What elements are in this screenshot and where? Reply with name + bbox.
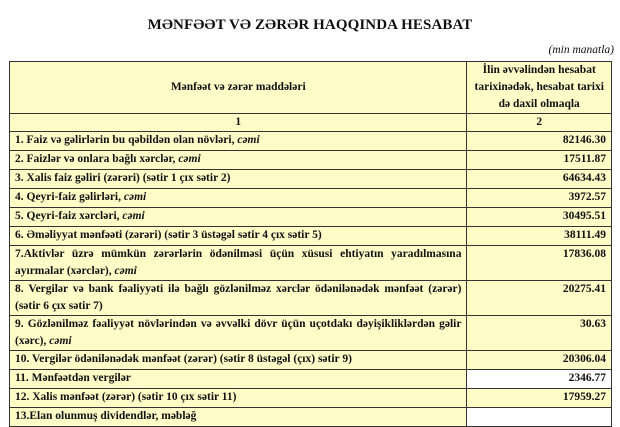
- row-value: 30.63: [467, 316, 612, 351]
- row-label: 7.Aktivlər üzrə mümkün zərərlərin ödənilməsi üçün xüsusi ehtiyatın yaradılmasına ayırmalar (xərclər), cəmi: [10, 246, 467, 281]
- row-label: 12. Xalis mənfəət (zərər) (sətir 10 çıx sətir 11): [10, 389, 467, 408]
- column-number-1: 1: [10, 114, 467, 132]
- table-header-row: [10, 62, 612, 114]
- table-row: [10, 246, 612, 281]
- table-row: [10, 370, 612, 389]
- row-value: 38111.49: [467, 227, 612, 246]
- row-label: 3. Xalis faiz gəliri (zərəri) (sətir 1 çıx sətir 2): [10, 170, 467, 189]
- table-row: [10, 170, 612, 189]
- row-value: 64634.43: [467, 170, 612, 189]
- report-title: MƏNFƏƏT VƏ ZƏRƏR HAQQINDA HESABAT: [147, 17, 473, 33]
- column-header-items: Mənfəət və zərər maddələri: [10, 62, 467, 114]
- table-row: [10, 281, 612, 316]
- row-label: 5. Qeyri-faiz xərcləri, cəmi: [10, 208, 467, 227]
- column-header-period: İlin əvvəlindən hesabat tarixinədək, hesabat tarixi də daxil olmaqla: [467, 62, 612, 114]
- unit-note: (min manatla): [548, 44, 614, 56]
- row-value: 2346.77: [467, 370, 612, 389]
- row-value: 3972.57: [467, 189, 612, 208]
- row-value: 30495.51: [467, 208, 612, 227]
- column-number-row: [10, 114, 612, 132]
- row-label: 4. Qeyri-faiz gəlirləri, cəmi: [10, 189, 467, 208]
- row-label: 10. Vergilər ödənilənədək mənfəət (zərər) (sətir 8 üstəgəl (çıx) sətir 9): [10, 351, 467, 370]
- row-label: 9. Gözlənilməz fəaliyyət növlərindən və əvvəlki dövr üçün uçotdakı dəyişikliklərdən gəlir (xərc), cəmi: [10, 316, 467, 351]
- table-row: [10, 208, 612, 227]
- row-value: 82146.30: [467, 132, 612, 151]
- table-row: [10, 189, 612, 208]
- table-row: [10, 389, 612, 408]
- row-label: 2. Faizlər və onlara bağlı xərclər, cəmi: [10, 151, 467, 170]
- row-label: 8. Vergilər və bank fəaliyyəti ilə bağlı gözlənilməz xərclər ödənilənədək mənfəət (zərər) (sətir 6 çıx sətir 7): [10, 281, 467, 316]
- row-label: 11. Mənfəətdən vergilər: [10, 370, 467, 389]
- column-number-2: 2: [467, 114, 612, 132]
- table-row: [10, 316, 612, 351]
- row-value: 17836.08: [467, 246, 612, 281]
- row-value: 20275.41: [467, 281, 612, 316]
- table-row: [10, 227, 612, 246]
- row-value: 20306.04: [467, 351, 612, 370]
- row-label: 13.Elan olunmuş dividendlər, məbləğ: [10, 408, 467, 427]
- row-value: 17511.87: [467, 151, 612, 170]
- table-row: [10, 351, 612, 370]
- table-row: [10, 151, 612, 170]
- profit-loss-table: [9, 61, 612, 427]
- table-row: [10, 132, 612, 151]
- row-value: 17959.27: [467, 389, 612, 408]
- row-label: 6. Əməliyyat mənfəəti (zərəri) (sətir 3 üstəgəl sətir 4 çıx sətir 5): [10, 227, 467, 246]
- row-label: 1. Faiz və gəlirlərin bu qəbildən olan növləri, cəmi: [10, 132, 467, 151]
